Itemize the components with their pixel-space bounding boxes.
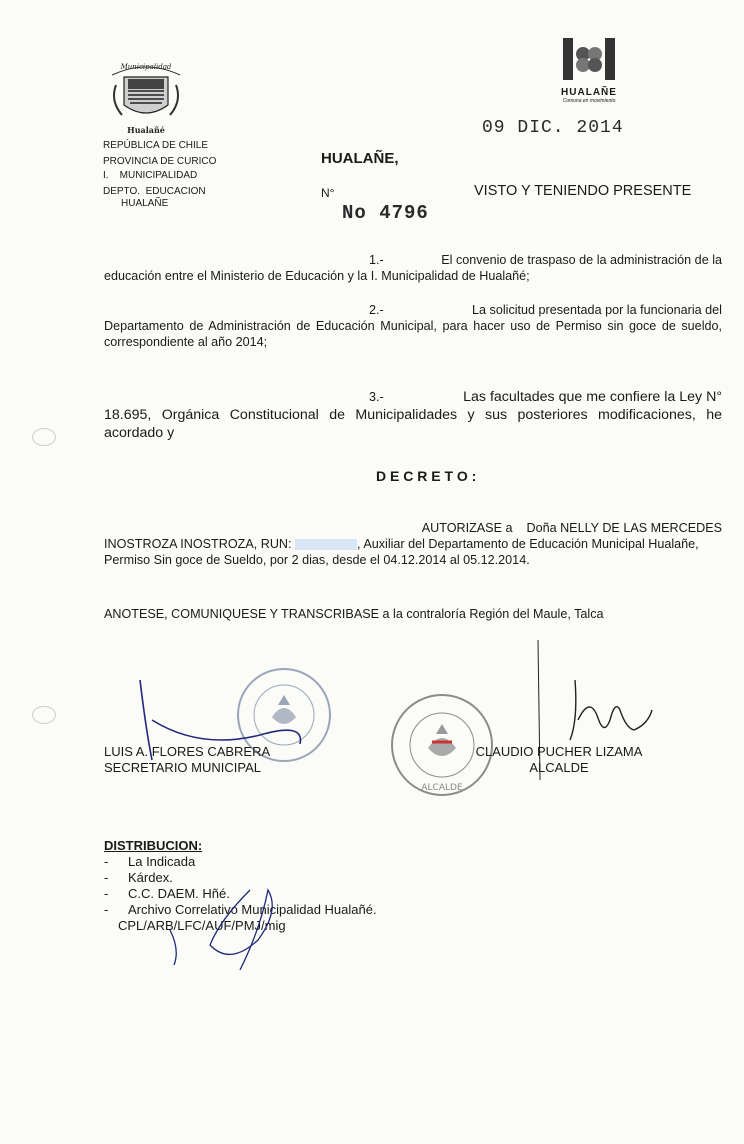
- date-stamp: 09 DIC. 2014: [482, 118, 624, 138]
- clause-number: 3.-: [369, 390, 384, 404]
- clause-text: Departamento de Administración de Educación Municipal, para hacer uso de Permiso sin goce de sueldo, correspondiente al año 2014;: [104, 319, 722, 349]
- hualane-logo: [556, 36, 622, 106]
- issuer-line: HUALAÑE: [121, 198, 169, 209]
- seal-bottom-text: ALCALDE: [421, 783, 463, 793]
- issuer-line: DEPTO. EDUCACION: [103, 186, 206, 197]
- authorization-first-line: AUTORIZASE a Doña NELLY DE LAS MERCEDES: [421, 521, 722, 535]
- distribution-item: - La Indicada: [104, 854, 196, 869]
- authorization-text: INOSTROZA INOSTROZA, RUN:: [104, 537, 292, 551]
- authorization-text: , Auxiliar del Departamento de Educación Municipal Hualañe,: [357, 537, 699, 551]
- distribution-item: - Archivo Correlativo Municipalidad Hualañé.: [104, 902, 377, 917]
- distribution-scribble: [150, 870, 330, 980]
- decreto-heading: D E C R E T O :: [376, 468, 477, 484]
- authorization-line: Permiso Sin goce de Sueldo, por 2 dias, desde el 04.12.2014 al 05.12.2014.: [104, 553, 530, 567]
- place-heading: HUALAÑE,: [321, 150, 399, 167]
- signer-title: SECRETARIO MUNICIPAL: [104, 760, 261, 775]
- hualane-logo-icon: [559, 36, 619, 82]
- signer-name: LUIS A. FLORES CABRERA: [104, 744, 271, 759]
- authorization-line: [104, 536, 722, 552]
- distribution-item: - C.C. DAEM. Hñé.: [104, 886, 230, 901]
- clause-text: El convenio de traspaso de la administración de la: [441, 253, 722, 267]
- logo-tagline: Comuna en movimiento: [562, 98, 616, 104]
- issuer-line: PROVINCIA DE CURICO: [103, 156, 217, 167]
- municipal-crest: [104, 55, 188, 135]
- issuer-block: [103, 140, 253, 210]
- clause-text: 18.695, Orgánica Constitucional de Municipalidades y sus posteriores modificaciones, he acordado y: [104, 407, 722, 441]
- clause-text: La solicitud presentada por la funcionaria del: [472, 303, 722, 317]
- distribution-title: DISTRIBUCION:: [104, 838, 203, 853]
- anotese-line: ANOTESE, COMUNIQUESE Y TRANSCRIBASE a la contraloría Región del Maule, Talca: [104, 607, 604, 621]
- signer-title: ALCALDE: [529, 760, 589, 775]
- hole-punch: [32, 706, 56, 724]
- redacted-run: [295, 539, 357, 550]
- clause-1: [104, 252, 722, 284]
- crest-top-text: Municipalidad: [120, 63, 172, 71]
- secretary-signature-block: [104, 744, 270, 776]
- clause-text: Las facultades que me confiere la Ley N°: [463, 389, 722, 405]
- authorization-clause: [104, 520, 722, 568]
- number-stamp: No 4796: [342, 202, 429, 224]
- distribution-item: - Kárdex.: [104, 870, 173, 885]
- visto-heading: VISTO Y TENIENDO PRESENTE: [474, 183, 692, 199]
- hole-punch: [32, 428, 56, 446]
- issuer-line: I. MUNICIPALIDAD: [103, 170, 198, 181]
- clause-3: [104, 388, 722, 442]
- issuer-line: REPÚBLICA DE CHILE: [103, 140, 209, 151]
- distribution-initials: CPL/ARB/LFC/AUF/PMJ/mig: [118, 918, 286, 933]
- logo-name: HUALAÑE: [561, 87, 617, 98]
- crest-bottom-text: Hualañé: [127, 125, 165, 135]
- signer-name: CLAUDIO PUCHER LIZAMA: [475, 744, 643, 759]
- clause-2: [104, 302, 722, 350]
- clause-number: 2.-: [369, 303, 384, 317]
- number-label: N°: [321, 186, 335, 200]
- clause-number: 1.-: [369, 253, 384, 267]
- mayor-signature-block: [460, 744, 658, 776]
- clause-text: educación entre el Ministerio de Educación y la I. Municipalidad de Hualañé;: [104, 269, 530, 283]
